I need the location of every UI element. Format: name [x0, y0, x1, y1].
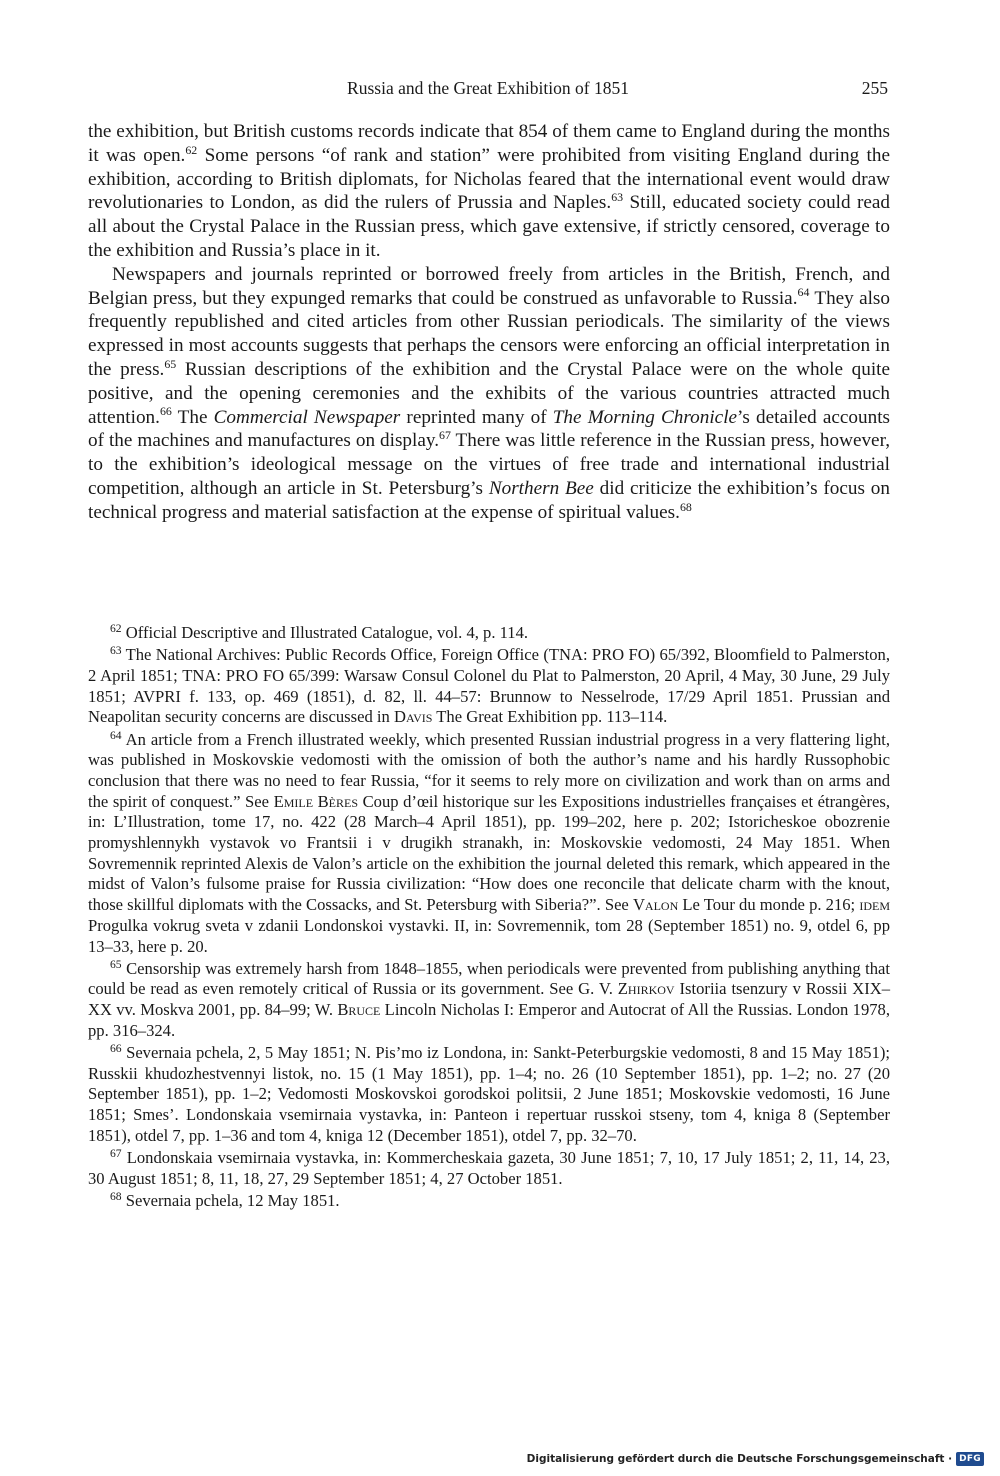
paragraph-1 — [88, 120, 890, 263]
italic-title: Commercial Newspaper — [213, 406, 401, 428]
running-title: Russia and the Great Exhibition of 1851 — [347, 78, 629, 98]
footnote-number: 67 — [110, 1147, 122, 1161]
footnote-text: Lincoln Nicholas I: Emperor and Autocrat of All the Russias. London 1978, pp. 316–324. — [88, 1000, 890, 1040]
text-run: Still, educated society could read all about the Crystal Palace in the Russian press, which gave extensive, if strictly censored, coverage to the exhibition and Russia’s place in it. — [88, 192, 890, 261]
author-name: idem — [859, 895, 890, 915]
footnote-ref-68[interactable]: 68 — [679, 499, 692, 514]
footnote-number: 64 — [110, 728, 122, 742]
page-number: 255 — [861, 78, 888, 98]
footnote-text: Le Tour du monde p. 216; — [678, 895, 860, 915]
footnote-text: Istoriia tsenzury v Rossii XIX–XX vv. Moskva 2001, pp. 84–99; W. — [88, 979, 890, 1020]
footnote-text: The National Archives: Public Records Office, Foreign Office (TNA: PRO FO) 65/392, Bloomfield to Palmerston, 2 April 1851; TNA: PRO FO 65/399: Warsaw Consul Colonel du Plat to Palmerston, 20 April, 4 May, 30 June, 29 July 1851; AVPRI f. 133, op. 469 (1851), d. 82, ll. 44–57: Brunnow to Nesselrode, 17/29 April 1851. Prussian and Neapolitan security concerns are discussed in — [88, 645, 890, 727]
footnote-63 — [88, 645, 890, 728]
footnote-number: 66 — [110, 1042, 122, 1056]
footnote-ref-65[interactable]: 65 — [164, 356, 177, 371]
author-name: Bruce — [337, 1000, 381, 1020]
main-text — [88, 120, 890, 525]
dfg-logo[interactable]: DFG — [956, 1452, 984, 1466]
footnote-text: The Great Exhibition pp. 113–114. — [432, 707, 668, 727]
footnote-text: Severnaia pchela, 2, 5 May 1851; N. Pis’mo iz Londona, in: Sankt-Peterburgskie vedomosti, 8 and 15 May 1851); Russkii khudozhestvennyi listok, no. 15 (1 May 1851), pp. 1–4; no. 26 (10 September 1851), pp. 1–2; no. 27 (20 September 1851), pp. 1–2; Vedomosti Moskovskoi gorodskoi politsii, 2 June 1851; Moskovskie vedomosti, 16 June 1851; Smes’. Londonskaia vsemirnaia vystavka, in: Panteon i repertuar russkoi stseny, tom 4, kniga 8 (September 1851), otdel 7, pp. 1–36 and tom 4, kniga 12 (December 1851), otdel 7, pp. 32–70. — [88, 1043, 890, 1145]
footnote-number: 63 — [110, 644, 122, 658]
text-run: There was little reference in the Russian press, however, to the exhibition’s ideological message on the virtues of free trade and international industrial competition, although an article in St. Petersburg’s — [88, 430, 890, 499]
footnotes — [88, 623, 890, 1213]
footnote-text: Severnaia pchela, 12 May 1851. — [121, 1190, 340, 1210]
text-run: ’s detailed accounts of the machines and manufactures on display. — [88, 406, 891, 452]
author-name: Davis — [393, 707, 433, 727]
footnote-text: Official Descriptive and Illustrated Catalogue, vol. 4, p. 114. — [121, 623, 529, 642]
footnote-62 — [88, 623, 890, 644]
text-run: the exhibition, but British customs records indicate that 854 of them came to England during the months it was open. — [88, 121, 890, 166]
footnote-ref-66[interactable]: 66 — [159, 404, 172, 419]
author-name: Zhirkov — [617, 979, 675, 999]
text-run: The — [171, 406, 214, 428]
text-run: reprinted many of — [400, 406, 553, 428]
page-header — [88, 78, 888, 102]
author-name: Valon — [632, 895, 679, 915]
text-run: did criticize the exhibition’s focus on technical progress and material satisfaction at the expense of spiritual values. — [88, 477, 890, 523]
footnote-67 — [88, 1148, 890, 1189]
text-run: Newspapers and journals reprinted or borrowed freely from articles in the British, French, and Belgian press, but they expunged remarks that could be construed as unfavorable to Russia. — [88, 263, 890, 309]
footnote-ref-64[interactable]: 64 — [797, 285, 810, 300]
footnote-text: Censorship was extremely harsh from 1848–1855, when periodicals were prevented from publishing anything that could be read as even remotely critical of Russia or its government. See G. V. — [88, 958, 890, 999]
text-run: Russian descriptions of the exhibition and the Crystal Palace were on the whole quite positive, and the opening ceremonies and the exhibits of the various countries attracted much attention. — [88, 358, 891, 428]
footnote-text: Coup d’œil historique sur les Expositions industrielles françaises et étrangères, in: L’Illustration, tome 17, no. 422 (28 March–4 April 1851), pp. 199–202, here p. 202; Istoricheskoe obozrenie promyshlennykh vystavok vo Frantsii i v drugikh stranakh, in: Moskovskie vedomosti, 24 May 1851. When Sovremennik reprinted Alexis de Valon’s article on the exhibition the journal deleted this remark, which appeared in the midst of Valon’s fulsome praise for Russia civilization: “How does one reconcile that delicate charm with the knout, those skillful diplomats with the Cossacks, and St. Petersburg with Siberia?”. See — [88, 791, 890, 915]
footnote-number: 62 — [110, 622, 122, 636]
italic-title: Northern Bee — [488, 477, 594, 499]
footnote-68 — [88, 1191, 890, 1212]
digitization-text: Digitalisierung gefördert durch die Deutsche Forschungsgemeinschaft · — [526, 1453, 953, 1465]
text-run: They also frequently republished and cited articles from other Russian periodicals. The similarity of the views expressed in most accounts suggests that perhaps the censors were enforcing an official interpretation in the press. — [88, 287, 890, 380]
italic-title: The Morning Chronicle — [552, 406, 738, 428]
footnote-number: 65 — [110, 957, 122, 971]
footnote-66 — [88, 1043, 890, 1147]
footnote-text: An article from a French illustrated weekly, which presented Russian industrial progress in a very flattering light, was published in Moskovskie vedomosti with the omission of both the author’s name and his hardly Russophobic conclusion that there was no need to fear Russia, “for it seems to rely more on civilization and work than on arms and the spirit of conquest.” See — [88, 729, 890, 811]
author-name: Emile Bères — [273, 791, 359, 811]
footnote-64 — [88, 730, 890, 958]
footnote-ref-63[interactable]: 63 — [611, 190, 624, 205]
footnote-text: Londonskaia vsemirnaia vystavka, in: Kommercheskaia gazeta, 30 June 1851; 7, 10, 17 July 1851; 2, 11, 14, 23, 30 August 1851; 8, 11, 18, 27, 29 September 1851; 4, 27 October 1851. — [88, 1148, 890, 1188]
footnote-ref-67[interactable]: 67 — [439, 428, 451, 443]
footnote-65 — [88, 959, 890, 1042]
digitization-notice — [527, 1450, 984, 1468]
footnote-text: Progulka vokrug sveta v zdanii Londonskoi vystavki. II, in: Sovremennik, tom 28 (September 1851) no. 9, otdel 6, pp 13–33, here p. 20. — [88, 915, 890, 956]
paragraph-2 — [88, 263, 890, 525]
footnote-ref-62[interactable]: 62 — [185, 142, 198, 157]
footnote-number: 68 — [110, 1190, 122, 1204]
text-run: Some persons “of rank and station” were prohibited from visiting England during the exhibition, according to British diplomats, for Nicholas feared that the international event would draw revolutionaries to London, as did the rulers of Prussia and Naples. — [88, 144, 890, 214]
